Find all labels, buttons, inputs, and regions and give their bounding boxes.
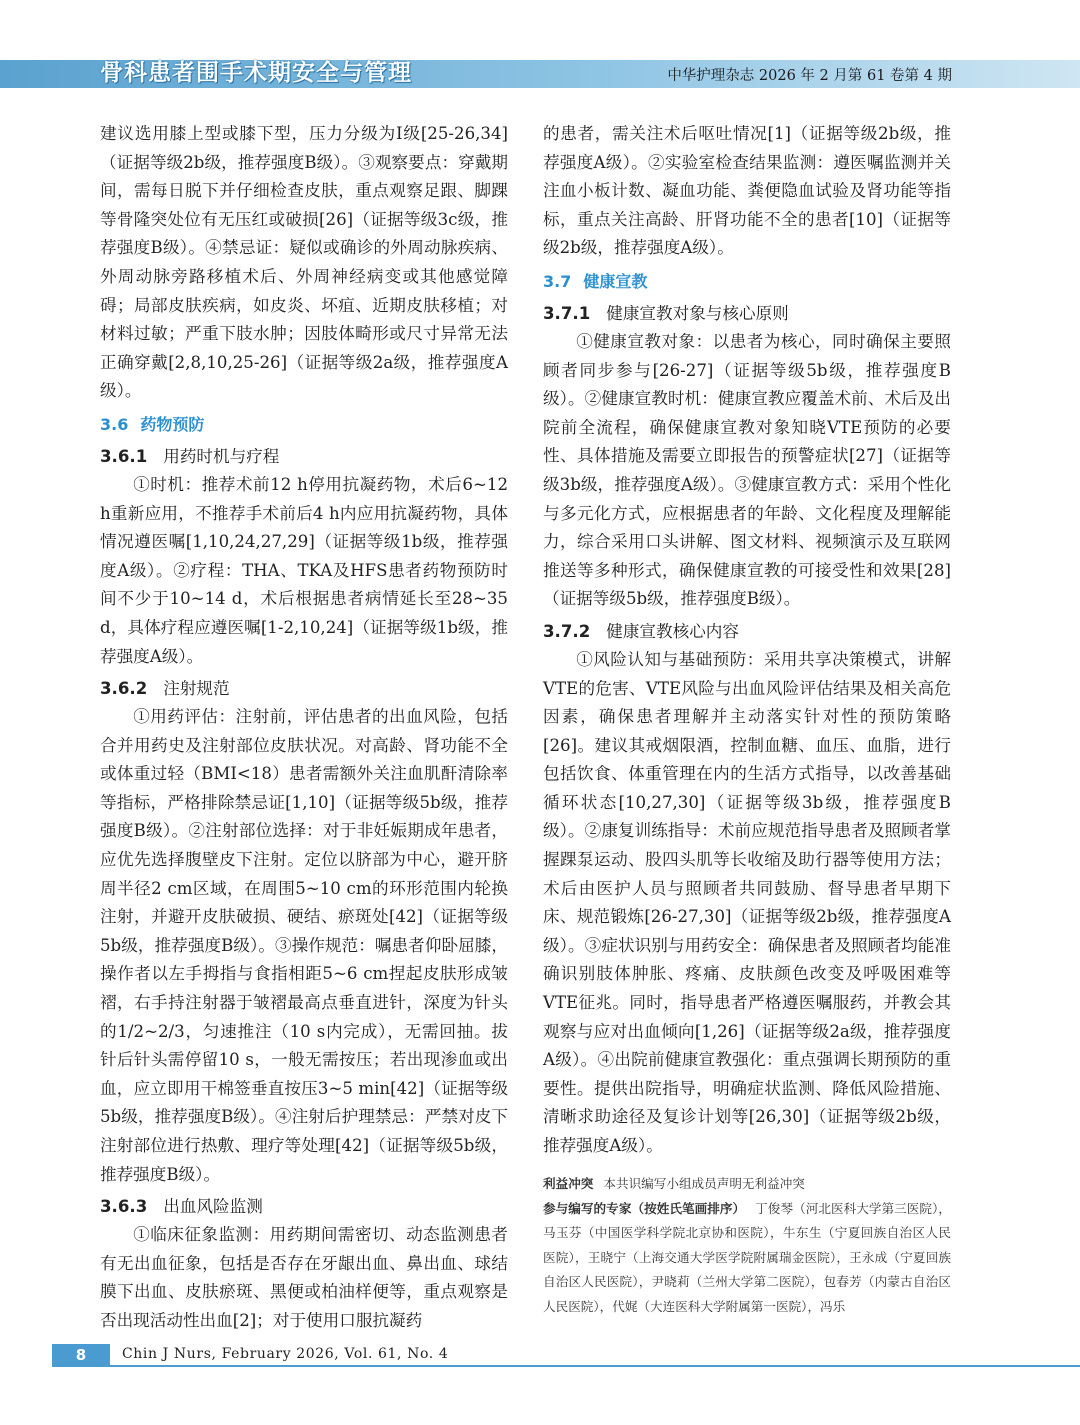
journal-issue-info: 中华护理杂志 2026 年 2 月第 61 卷第 4 期 (667, 68, 952, 84)
left-column (100, 120, 508, 1336)
subsection-heading-3-7-2 (543, 618, 951, 646)
paragraph-bleeding-continued: 的患者，需关注术后呕吐情况[1]（证据等级2b级，推荐强度A级）。②实验室检查结果监测：遵医嘱监测并关注血小板计数、凝血功能、粪便隐血试验及肾功能等指标，重点关注高龄、肝肾功能不全的患者[10]（证据等级2b级，推荐强度A级）。 (543, 124, 951, 258)
footer-rule (52, 1365, 1080, 1367)
section-title: 药物预防 (140, 414, 205, 434)
page-number: 8 (52, 1344, 110, 1366)
running-footer (0, 1340, 1080, 1370)
subsection-title: 健康宣教对象与核心原则 (606, 303, 789, 323)
section-number: 3.6 (100, 414, 129, 434)
section-banner-title: 骨科患者围手术期安全与管理 (100, 60, 412, 86)
running-header (0, 0, 1080, 92)
paragraph-injection-standards: ①用药评估：注射前，评估患者的出血风险，包括合并用药史及注射部位皮肤状况。对高龄、肾功能不全或体重过轻（BMI<18）患者需额外关注血肌酐清除率等指标，严格排除禁忌证[1,10]（证据等级5b级，推荐强度B级）。②注射部位选择：对于非妊娠期成年患者，应优先选择腹壁皮下注射。定位以脐部为中心，避开脐周半径2 cm区域，在周围5~10 cm的环形范围内轮换注射，并避开皮肤破损、硬结、瘀斑处[42]（证据等级5b级，推荐强度B级）。③操作规范：嘱患者仰卧屈膝，操作者以左手拇指与食指相距5~6 cm捏起皮肤形成皱褶，右手持注射器于皱褶最高点垂直进针，深度为针头的1/2~2/3，匀速推注（10 s内完成），无需回抽。拔针后针头需停留10 s，一般无需按压；若出现渗血或出血，应立即用干棉签垂直按压3~5 min[42]（证据等级5b级，推荐强度B级）。④注射后护理禁忌：严禁对皮下注射部位进行热敷、理疗等处理[42]（证据等级5b级，推荐强度B级）。 (100, 707, 508, 1184)
paragraph-education-content: ①风险认知与基础预防：采用共享决策模式，讲解VTE的危害、VTE风险与出血风险评估结果及相关高危因素，确保患者理解并主动落实针对性的预防策略[26]。建议其戒烟限酒，控制血糖、血压、血脂，进行包括饮食、体重管理在内的生活方式指导，以改善基础循环状态[10,27,30]（证据等级3b级，推荐强度B级）。②康复训练指导：术前应规范指导患者及照顾者掌握踝泵运动、股四头肌等长收缩及助行器等使用方法；术后由医护人员与照顾者共同鼓励、督导患者早期下床、规范锻炼[26-27,30]（证据等级2b级，推荐强度A级）。③症状识别与用药安全：确保患者及照顾者均能准确识别肢体肿胀、疼痛、皮肤颜色改变及呼吸困难等VTE征兆。同时，指导患者严格遵医嘱服药，并教会其观察与应对出血倾向[1,26]（证据等级2a级，推荐强度A级）。④出院前健康宣教强化：重点强调长期预防的重要性。提供出院指导，明确症状监测、降低风险措施、清晰求助途径及复诊计划等[26,30]（证据等级2b级，推荐强度A级）。 (543, 649, 951, 1155)
section-heading-3-7 (543, 268, 951, 296)
subsection-number: 3.7.1 (543, 303, 591, 323)
experts-label: 参与编写的专家（按姓氏笔画排序） (543, 1200, 746, 1216)
paragraph-bleeding-monitoring: ①临床征象监测：用药期间需密切、动态监测患者有无出血征象，包括是否存在牙龈出血、鼻出血、球结膜下出血、皮肤瘀斑、黑便或柏油样便等，重点观察是否出现活动性出血[2]；对于使用口服抗凝药 (100, 1225, 508, 1330)
experts-text: 丁俊琴（河北医科大学第三医院），马玉芬（中国医学科学院北京协和医院），牛东生（宁夏回族自治区人民医院），王晓宁（上海交通大学医学院附属瑞金医院），王永成（宁夏回族自治区人民医院），尹晓莉（兰州大学第二医院），包春芳（内蒙古自治区人民医院），代娓（大连医科大学附属第一医院），冯乐 (543, 1200, 951, 1314)
subsection-number: 3.6.3 (100, 1197, 148, 1217)
subsection-number: 3.6.2 (100, 679, 148, 699)
subsection-title: 出血风险监测 (163, 1197, 263, 1217)
subsection-title: 用药时机与疗程 (163, 446, 280, 466)
section-number: 3.7 (543, 271, 572, 291)
subsection-heading-3-6-3 (100, 1193, 508, 1221)
declarations-block (543, 1172, 951, 1319)
subsection-number: 3.6.1 (100, 446, 148, 466)
section-heading-3-6 (100, 411, 508, 439)
paragraph-timing-course: ①时机：推荐术前12 h停用抗凝药物，术后6~12 h重新应用，不推荐手术前后4 h内应用抗凝药物，具体情况遵医嘱[1,10,24,27,29]（证据等级1b级，推荐强度A级）。②疗程：THA、TKA及HFS患者药物预防时间不少于10~14 d，术后根据患者病情延长至28~35 d，具体疗程应遵医嘱[1-2,10,24]（证据等级1b级，推荐强度A级）。 (100, 474, 508, 666)
subsection-heading-3-6-2 (100, 675, 508, 703)
subsection-heading-3-6-1 (100, 443, 508, 471)
paragraph-education-principles: ①健康宣教对象：以患者为核心，同时确保主要照顾者同步参与[26-27]（证据等级5b级，推荐强度B级）。②健康宣教时机：健康宣教应覆盖术前、术后及出院前全流程，确保健康宣教对象知晓VTE预防的必要性、具体措施及需要立即报告的预警症状[27]（证据等级3b级，推荐强度A级）。③健康宣教方式：采用个性化与多元化方式，应根据患者的年龄、文化程度及理解能力，综合采用口头讲解、图文材料、视频演示及互联网推送等多种形式，确保健康宣教的可接受性和效果[28]（证据等级5b级，推荐强度B级）。 (543, 331, 951, 609)
subsection-number: 3.7.2 (543, 621, 591, 641)
section-title: 健康宣教 (583, 271, 648, 291)
subsection-heading-3-7-1 (543, 300, 951, 328)
conflict-text: 本共识编写小组成员声明无利益冲突 (603, 1176, 805, 1191)
subsection-title: 注射规范 (163, 679, 230, 699)
journal-citation: Chin J Nurs, February 2026, Vol. 61, No. 4 (122, 1346, 449, 1362)
paragraph-stocking-continued: 建议选用膝上型或膝下型，压力分级为Ⅰ级[25-26,34]（证据等级2b级，推荐强度B级）。③观察要点：穿戴期间，需每日脱下并仔细检查皮肤，重点观察足跟、脚踝等骨隆突处位有无压红或破损[26]（证据等级3c级，推荐强度B级）。④禁忌证：疑似或确诊的外周动脉疾病、外周动脉旁路移植术后、外周神经病变或其他感觉障碍；局部皮肤疾病，如皮炎、坏疽、近期皮肤移植；对材料过敏；严重下肢水肿；因肢体畸形或尺寸异常无法正确穿戴[2,8,10,25-26]（证据等级2a级，推荐强度A级）。 (100, 124, 508, 401)
subsection-title: 健康宣教核心内容 (606, 621, 739, 641)
conflict-of-interest (543, 1172, 951, 1197)
contributing-experts (543, 1197, 951, 1320)
right-column (543, 120, 951, 1161)
conflict-label: 利益冲突 (543, 1176, 594, 1191)
